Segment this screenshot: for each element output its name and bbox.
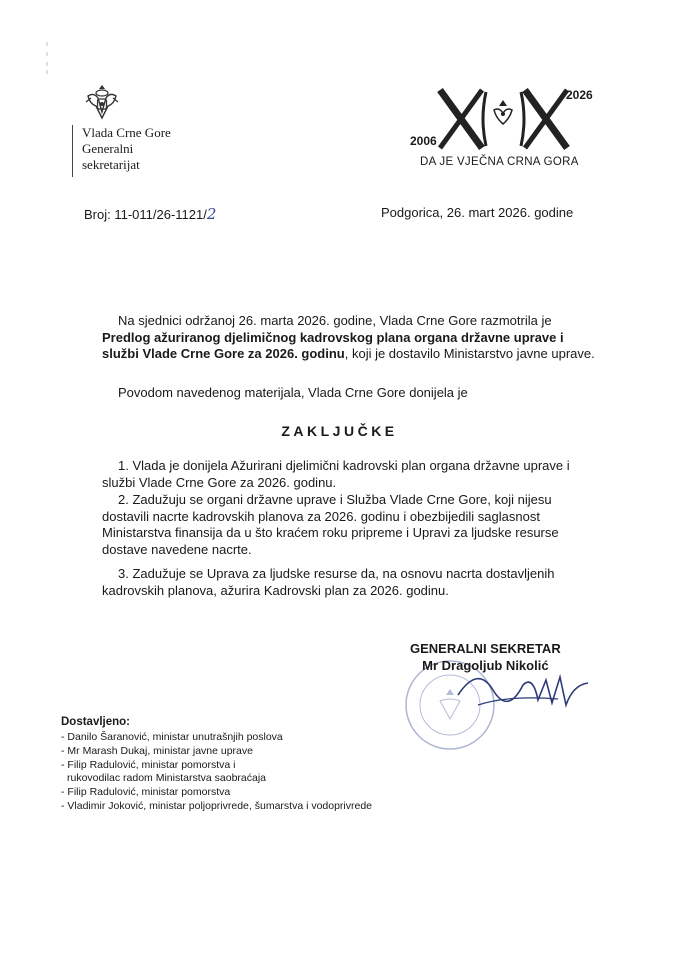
reference-handwritten: 2 [206,205,217,223]
intro-bold: Predlog ažuriranog djelimičnog kadrovskog plana organa državne uprave i službi Vlade Crne Gore za 2026. godinu [102,329,564,361]
signature-block [410,640,561,674]
conclusion-item [102,566,602,599]
conclusion-item [102,492,602,558]
scan-margin-marks [40,40,54,80]
conclusion-item [102,458,602,491]
org-line-3: sekretarijat [82,157,140,172]
reference-text: Broj: 11-011/26-1121/ [84,207,207,222]
document-date: Podgorica, 26. mart 2026. godine [381,205,574,220]
logo-year-left: 2006 [410,134,437,148]
signer-name: Mr Dragoljub Nikolić [422,658,549,673]
pretext-paragraph: Povodom navedenog materijala, Vlada Crne Gore donijela je [118,385,468,400]
intro-paragraph [102,313,602,363]
logo-year-right: 2026 [566,88,593,102]
distribution-heading: Dostavljeno: [61,716,131,728]
org-line-1: Vlada Crne Gore [82,125,171,140]
list-item: - Danilo Šaranović, ministar unutrašnjih poslova [61,731,283,743]
anniversary-logo [410,80,610,180]
header-divider [72,125,73,177]
list-item: - Filip Radulović, ministar pomorstva [61,786,231,799]
organization-name [82,125,171,173]
list-item: - Filip Radulović, ministar pomorstva i [61,758,236,771]
conclusion-1-text: 1. Vlada je donijela Ažurirani djelimični kadrovski plan organa državne uprave i službi Vlade Crne Gore za 2026. godinu. [102,458,570,490]
conclusion-3-text: 3. Zadužuje se Uprava za ljudske resurse da, na osnovu nacrta dostavljenih kadrovskih planova, ažurira Kadrovski plan za 2026. godinu. [102,566,555,598]
intro-post: , koji je dostavilo Ministarstvo javne uprave. [344,346,595,361]
list-item: rukovodilac radom Ministarstva saobraćaja [67,772,267,785]
coat-of-arms-icon [82,82,122,122]
conclusions-heading: ZAKLJUČKE [281,423,398,439]
intro-pre: Na sjednici održanoj 26. marta 2026. godine, Vlada Crne Gore razmotrila je [118,313,552,328]
conclusion-2-text: 2. Zadužuju se organi državne uprave i Služba Vlade Crne Gore, koji nijesu dostavili nacrte kadrovskih planova za 2026. godinu i obezbijedili saglasnost Ministarstva finansija da u što kraćem roku pripreme i Upravi za ljudske resurse dostave navedene nacrte. [102,492,559,557]
list-item: - Mr Marash Dukaj, ministar javne uprave [61,744,253,757]
reference-number [84,205,216,223]
distribution-list [61,731,372,814]
signer-title: GENERALNI SEKRETAR [410,641,561,656]
logo-motto: DA JE VJEČNA CRNA GORA [420,156,579,168]
org-line-2: Generalni [82,141,134,156]
list-item: - Vladimir Joković, ministar poljoprivrede, šumarstva i vodoprivrede [61,799,373,812]
